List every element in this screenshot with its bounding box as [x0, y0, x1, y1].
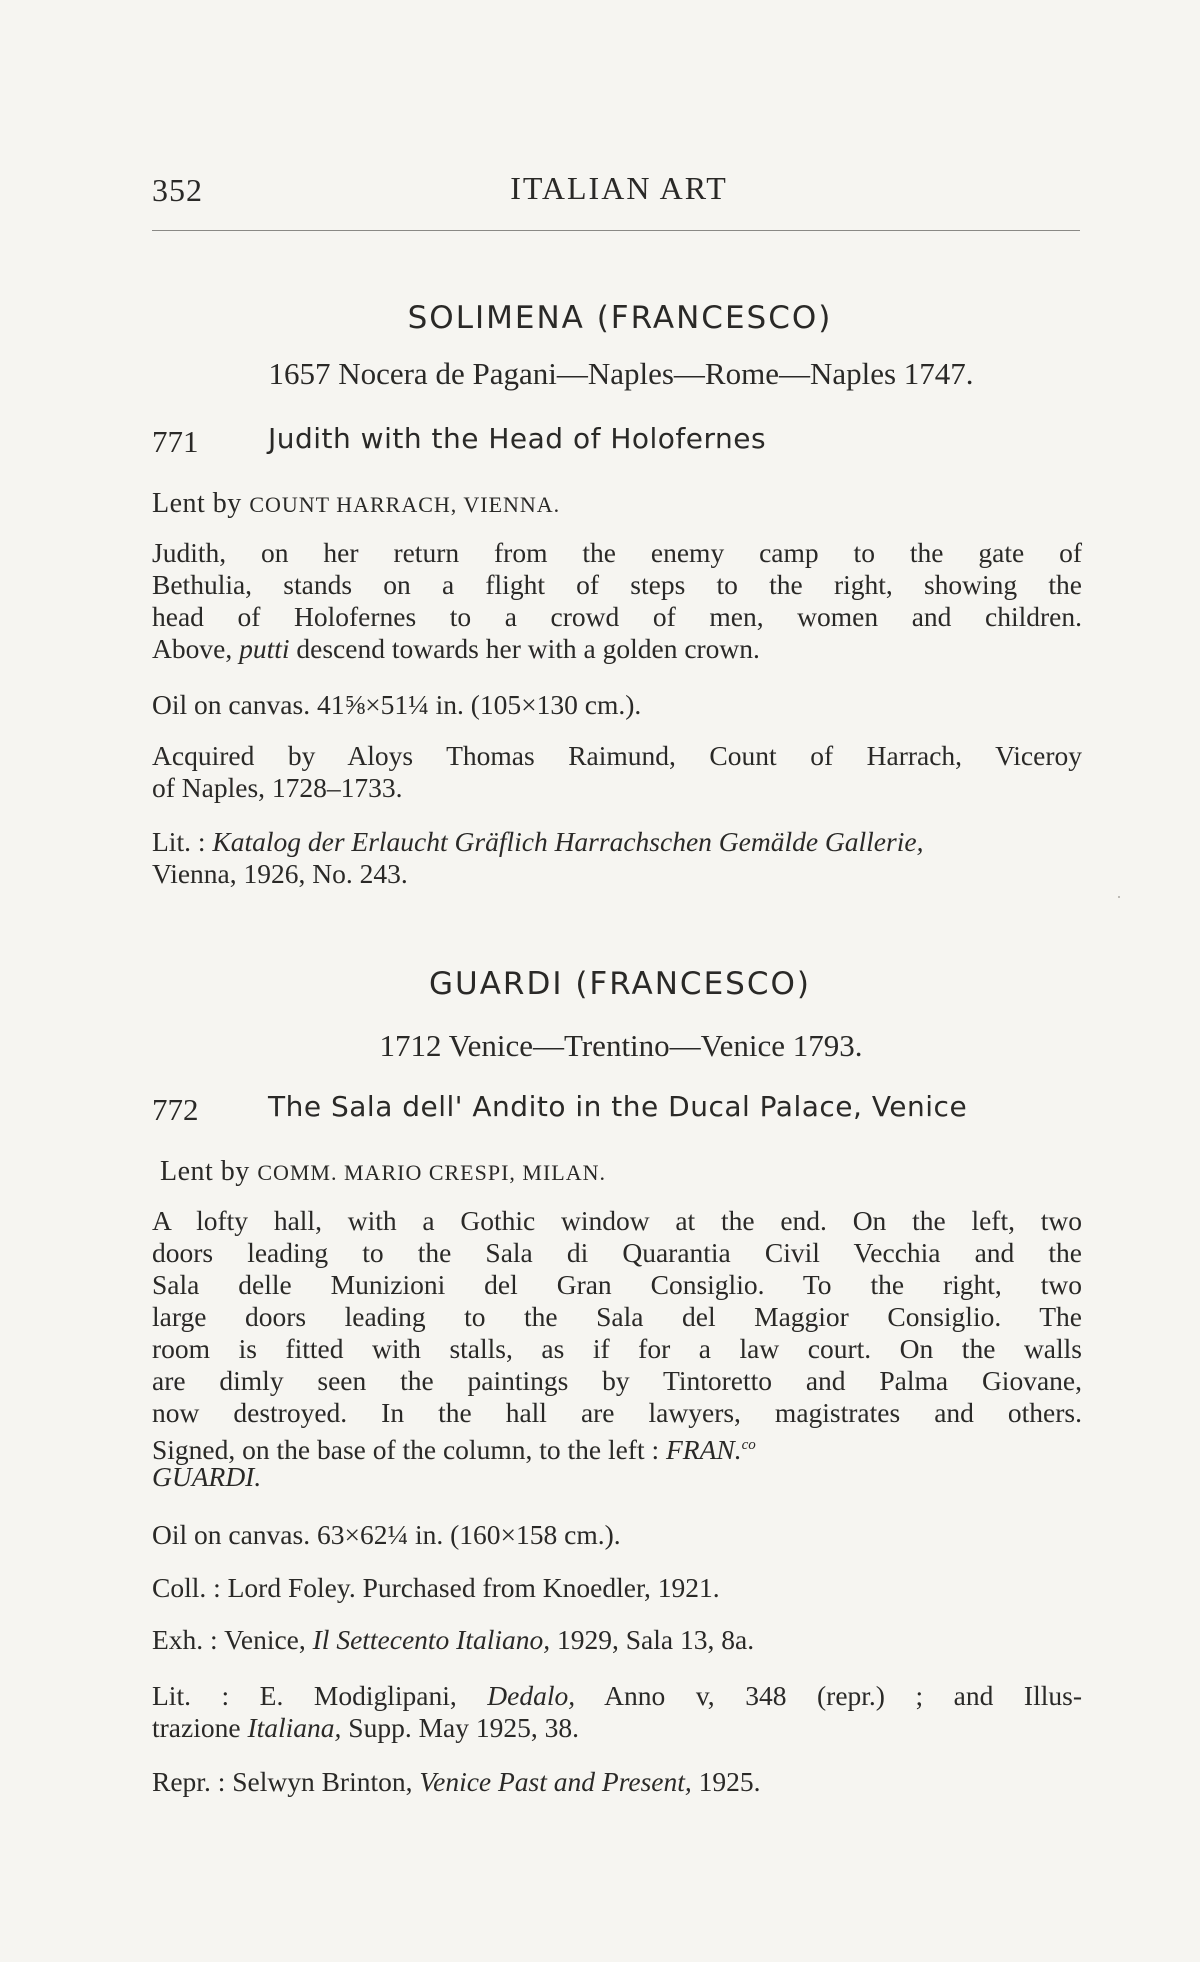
- signed-line-2: [152, 1461, 1082, 1494]
- literature-771: [152, 826, 1082, 859]
- description-772-line-4: large doors leading to the Sala del Maggior Consiglio. The: [152, 1301, 1082, 1332]
- lit-prefix: Lit. :: [152, 826, 213, 857]
- running-title: ITALIAN ART: [510, 170, 728, 206]
- text-run: descend towards her with a golden crown.: [289, 633, 760, 664]
- literature-772-line-2: [152, 1712, 1082, 1745]
- description-line-4: [152, 633, 1082, 666]
- description-772-line-2: doors leading to the Sala di Quarantia Civil Vecchia and the: [152, 1237, 1082, 1268]
- entry-number-772: 772: [152, 1092, 199, 1127]
- acquired-line-1: Acquired by Aloys Thomas Raimund, Count of Harrach, Viceroy: [152, 740, 1082, 771]
- entry-title-771: Judith with the Head of Holofernes: [268, 422, 767, 455]
- description-772-line-6: are dimly seen the paintings by Tintoretto and Palma Giovane,: [152, 1365, 1082, 1396]
- lender-prefix: Lent by: [160, 1156, 258, 1187]
- description-772-line-5: room is fitted with stalls, as if for a law court. On the walls: [152, 1333, 1082, 1364]
- acquired-line-2: of Naples, 1728–1733.: [152, 772, 403, 803]
- literature-771-line-2: Vienna, 1926, No. 243.: [152, 858, 408, 889]
- lender-name: COUNT HARRACH, VIENNA.: [249, 492, 561, 517]
- artist-dates-guardi: 1712 Venice—Trentino—Venice 1793.: [379, 1028, 863, 1063]
- description-772-line-3: Sala delle Munizioni del Gran Consiglio. To the right, two: [152, 1269, 1082, 1300]
- exh-after: 1929, Sala 13, 8a.: [550, 1624, 755, 1655]
- exh-prefix: Exh. : Venice,: [152, 1624, 313, 1655]
- lit2-after: Supp. May 1925, 38.: [341, 1712, 579, 1743]
- medium-771: Oil on canvas. 41⅝×51¼ in. (105×130 cm.).: [152, 689, 642, 720]
- repr-after: 1925.: [691, 1766, 761, 1797]
- header-rule: [152, 230, 1080, 231]
- description-772-line-7: now destroyed. In the hall are lawyers, magistrates and others.: [152, 1397, 1082, 1428]
- exh-title: Il Settecento Italiano,: [312, 1624, 551, 1655]
- lit-title: Katalog der Erlaucht Gräflich Harrachschen Gemälde Gallerie,: [212, 826, 924, 857]
- artist-heading-solimena: SOLIMENA (FRANCESCO): [407, 300, 833, 336]
- description-772-line-1: A lofty hall, with a Gothic window at the end. On the left, two: [152, 1205, 1082, 1236]
- lit2-title: Italiana,: [247, 1712, 342, 1743]
- entry-number-771: 771: [152, 424, 199, 459]
- lender-771: [152, 488, 560, 520]
- entry-title-772: The Sala dell' Andito in the Ducal Palace, Venice: [268, 1090, 968, 1123]
- description-line-3: head of Holofernes to a crowd of men, women and children.: [152, 601, 1082, 632]
- description-line-2: Bethulia, stands on a flight of steps to the right, showing the: [152, 569, 1082, 600]
- margin-mark: [1118, 896, 1120, 898]
- literature-772: [152, 1680, 1082, 1713]
- repr-title: Venice Past and Present,: [419, 1766, 692, 1797]
- repr-prefix: Repr. : Selwyn Brinton,: [152, 1766, 420, 1797]
- artist-heading-guardi: GUARDI (FRANCESCO): [429, 966, 811, 1002]
- description-line-1: Judith, on her return from the enemy camp to the gate of: [152, 537, 1082, 568]
- lit-after: Anno v, 348 (repr.) ; and Illus-: [575, 1680, 1082, 1711]
- lender-name: COMM. MARIO CRESPI, MILAN.: [257, 1160, 607, 1185]
- signed-italic-2: GUARDI.: [152, 1461, 262, 1492]
- collection-772: Coll. : Lord Foley. Purchased from Knoedler, 1921.: [152, 1572, 720, 1603]
- medium-772: Oil on canvas. 63×62¼ in. (160×158 cm.).: [152, 1519, 621, 1550]
- page-number: 352: [152, 172, 203, 208]
- artist-dates-solimena: 1657 Nocera de Pagani—Naples—Rome—Naples 1747.: [268, 356, 974, 391]
- lit2-prefix: trazione: [152, 1712, 248, 1743]
- lit-prefix: Lit. : E. Modiglipani,: [152, 1680, 488, 1711]
- signed-text: Signed, on the base of the column, to the left :: [152, 1434, 666, 1466]
- exhibition-772: [152, 1624, 1082, 1657]
- reproduction-772: [152, 1766, 1082, 1799]
- signed-superscript: co: [741, 1437, 756, 1453]
- lender-prefix: Lent by: [152, 488, 250, 519]
- lender-772: [160, 1156, 606, 1188]
- text-run: Above,: [152, 633, 240, 664]
- signed-italic: FRAN.: [666, 1434, 742, 1466]
- lit-title: Dedalo,: [487, 1680, 576, 1711]
- italic-putti: putti: [239, 633, 290, 664]
